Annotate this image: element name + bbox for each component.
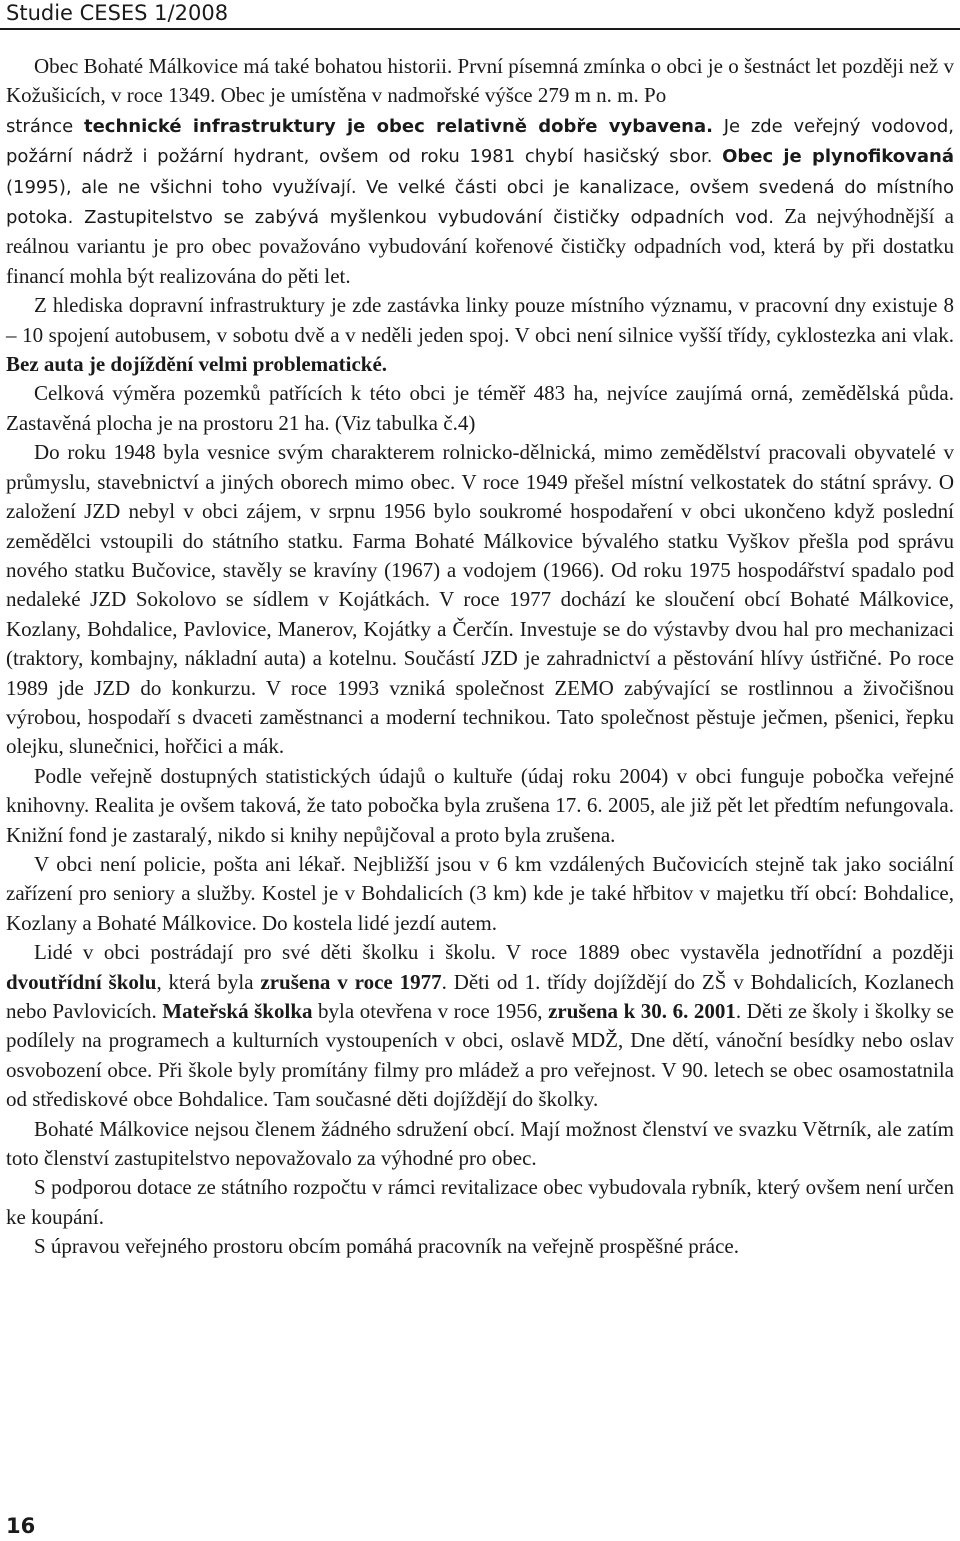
paragraph-association: Bohaté Málkovice nejsou členem žádného sdružení obcí. Mají možnost členství ve svazku Větrník, ale zatím toto členství zastupitelstvo nepovažovalo za výhodné pro obec. [6, 1116, 954, 1171]
paragraph-history: Obec Bohaté Málkovice má také bohatou historii. První písemná zmínka o obci je o šestnáct let později než v Kožušicích, v roce 1349. Obec je umístěna v nadmořské výšce 279 m n. m. Po stránce technické infrastruktury je obec relativně dobře vybavena. Je zde veřejný vodovod, požární nádrž i požární hydrant, ovšem od roku 1981 chybí hasičský sbor. Obec je plynofikovaná (1995), ale ne všichni toho využívají. Ve velké části obci je kanalizace, ovšem svedená do místního potoka. Zastupitelstvo se zabývá myšlenkou vybudování čističky odpadních vod. Za nejvýhodnější a reálnou variantu je pro obec považováno vybudování kořenové čističky odpadních vod, která by při dostatku financí mohla být realizována do pěti let. [6, 54, 954, 288]
paragraph-land: Celková výměra pozemků patřících k této obci je téměř 483 ha, nejvíce zaujímá orná, zemědělská půda. Zastavěná plocha je na prostoru 21 ha. (Viz tabulka č.4) [6, 381, 954, 435]
paragraph-transport: Z hlediska dopravní infrastruktury je zde zastávka linky pouze místního významu, v pracovní dny existuje 8 – 10 spojení autobusem, v sobotu dvě a v neděli jeden spoj. V obci není silnice vyšší třídy, cyklostezka ani vlak. Bez auta je dojíždění velmi problematické. [6, 293, 954, 377]
paragraph-services: V obci není policie, pošta ani lékař. Nejbližší jsou v 6 km vzdálených Bučovicích stejně tak jako sociální zařízení pro seniory a služby. Kostel je v Bohdalicích (3 km) kde je také hřbitov v majetku tří obcí: Bohdalice, Kozlany a Bohaté Málkovice. Do kostela lidé jezdí autem. [6, 851, 954, 935]
running-title: Studie CESES 1/2008 [6, 1, 229, 25]
article-body [6, 52, 954, 1262]
paragraph-pond: S podporou dotace ze státního rozpočtu v rámci revitalizace obec vybudovala rybník, který ovšem není určen ke koupání. [6, 1175, 954, 1229]
header-rule [0, 28, 960, 30]
page-number: 16 [6, 1514, 36, 1538]
paragraph-library: Podle veřejně dostupných statistických údajů o kultuře (údaj roku 2004) v obci funguje pobočka veřejné knihovny. Realita je ovšem taková, že tato pobočka byla zrušena 17. 6. 2005, ale již pět let předtím nefungovala. Knižní fond je zastaralý, nikdo si knihy nepůjčoval a proto byla zrušena. [6, 763, 954, 847]
paragraph-school: Lidé v obci postrádají pro své děti školku i školu. V roce 1889 obec vystavěla jednotřídní a později dvoutřídní školu, která byla zrušena v roce 1977. Děti od 1. třídy dojíždějí do ZŠ v Bohdalicích, Kozlanech nebo Pavlovicích. Mateřská školka byla otevřena v roce 1956, zrušena k 30. 6. 2001. Děti ze školy i školky se podílely na programech a kulturních vystoupeních v obci, oslavě MDŽ, Dne dětí, vánoční besídky nebo oslav osvobození obce. Při škole byly promítány filmy pro mládež a pro veřejnost. V 90. letech se obec osamostatnila od střediskové obce Bohdalice. Tam současné děti dojíždějí do školky. [6, 940, 955, 1112]
paragraph-agriculture: Do roku 1948 byla vesnice svým charakterem rolnicko-dělnická, mimo zemědělství pracovali obyvatelé v průmyslu, stavebnictví a jiných oborech mimo obec. V roce 1949 přešel místní velkostatek do státní správy. O založení JZD nebyl v obci zájem, v srpnu 1956 bylo soukromé hospodaření v obci ukončeno když poslední zemědělci vstoupili do státního statku. Farma Bohaté Málkovice bývalého statku Vyškov přešla pod správu nového statku Bučovice, stavěly se kravíny (1967) a vodojem (1966). Od roku 1975 hospodářství spadalo pod nedaleké JZD Sokolovo se sídlem v Kojátkách. V roce 1977 dochází ke sloučení obcí Bohaté Málkovice, Kozlany, Bohdalice, Pavlovice, Manerov, Kojátky a Čerčín. Investuje se do výstavby dvou hal pro mechanizaci (traktory, kombajny, nákladní auta) a kotelnu. Součástí JZD je zahradnictví a pěstování hlívy ústřičné. Po roce 1989 jde JZD do konkurzu. V roce 1993 vzniká společnost ZEMO zabývající se rostlinnou a živočišnou výrobou, hospodaří s dvaceti zaměstnanci a moderní technikou. Tato společnost pěstuje ječmen, pšenici, řepku olejku, slunečnici, hořčici a mák. [6, 440, 954, 759]
paragraph-public-space: S úpravou veřejného prostoru obcím pomáhá pracovník na veřejně prospěšné práce. [34, 1234, 740, 1259]
